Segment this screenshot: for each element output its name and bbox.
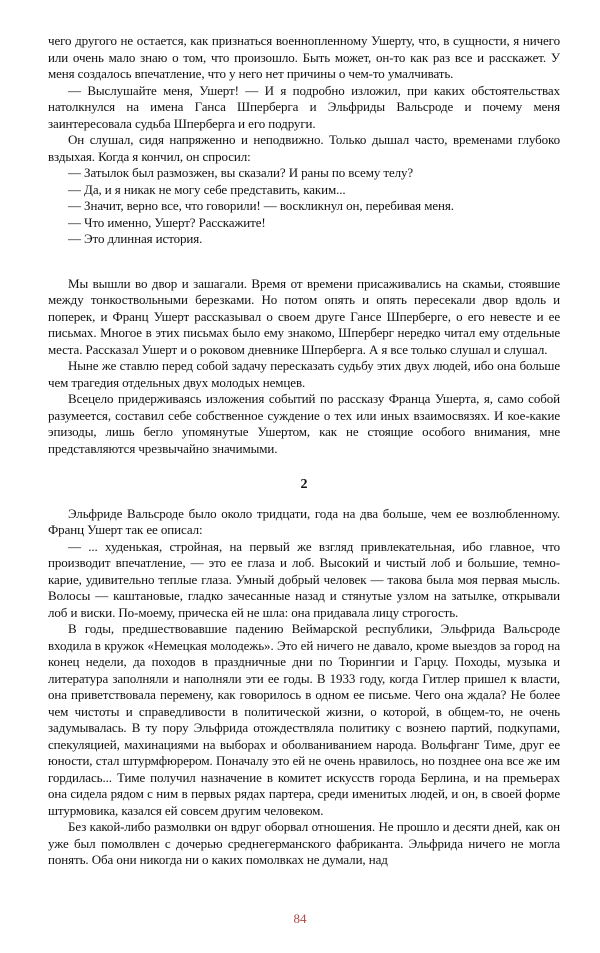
- dialogue-line: — Затылок был размозжен, вы сказали? И раны по всему телу?: [68, 165, 414, 180]
- paragraph: Он слушал, сидя напряженно и неподвижно. Только дышал часто, временами глубоко вздыхая. Когда я кончил, он спросил:: [48, 132, 560, 164]
- paragraph: Мы вышли во двор и зашагали. Время от времени присаживались на скамьи, стоявшие между тонкоствольными березками. Но потом опять и опять пересекали двор вдоль и поперек, и Франц Ушерт рассказывал о своем друге Гансе Шперберге, о его невесте и ее письмах. Многое в этих письмах было ему знакомо, Шперберг нередко читал ему отдельные места. Рассказал Ушерт и о роковом дневнике Шперберга. А я все только слушал и слушал.: [48, 275, 560, 357]
- paragraph: Всецело придерживаясь изложения событий по рассказу Франца Ушерта, я, само собой разумеется, составил себе собственное суждение о тех или иных взаимосвязях. И кое-какие эпизоды, лишь бегло упомянутые Ушертом, как не стоящие особого внимания, мне представляются чрезвычайно значимыми.: [48, 391, 560, 456]
- dialogue-line: — Это длинная история.: [68, 231, 203, 246]
- paragraph: Ныне же ставлю перед собой задачу пересказать судьбу этих двух людей, ибо она больше чем трагедия отдельных двух молодых немцев.: [48, 358, 560, 390]
- dialogue-line: — Что именно, Ушерт? Расскажите!: [68, 214, 266, 230]
- chapter-number: 2: [300, 477, 308, 492]
- page-number: 84: [293, 911, 307, 926]
- paragraph: чего другого не остается, как признаться военнопленному Ушерту, что, в сущности, я ничего или очень мало знаю о том, что произошло. Быть может, он-то как раз все и расскажет. У меня создалось впечатление, что у него нет причины о чем-то умалчивать.: [48, 33, 560, 81]
- section-break: [48, 248, 560, 276]
- body-text: [48, 33, 560, 869]
- paragraph: Без какой-либо размолвки он вдруг оборвал отношения. Не прошло и десяти дней, как он уже был помолвлен с дочерью среднегерманского фабриканта. Эльфрида ничего не могла понять. Оба они никогда ни о каких помолвках не думали, над: [48, 819, 560, 867]
- paragraph: Эльфриде Вальсроде было около тридцати, года на два больше, чем ее возлюбленному. Франц Ушерт так ее описал:: [48, 505, 560, 537]
- paragraph: — ... худенькая, стройная, на первый же взгляд привлекательная, ибо главное, что производит впечатление, — это ее глаза и лоб. Высокий и чистый лоб и большие, темно-карие, удивительно теплые глаза. Умный добрый человек — такова была моя первая мысль. Волосы — каштановые, гладко зачесанные назад и стянутые узлом на затылке, открывали лоб и виски. По-моему, прическа ей не шла: она придавала лицу строгость.: [48, 538, 560, 620]
- paragraph: — Выслушайте меня, Ушерт! — И я подробно изложил, при каких обстоятельствах натолкнулся на имена Ганса Шперберга и Эльфриды Вальсроде и почему меня заинтересовала судьба Шперберга и его подруги.: [48, 82, 560, 131]
- dialogue-line: — Значит, верно все, что говорили! — воскликнул он, перебивая меня.: [68, 198, 454, 213]
- paragraph: В годы, предшествовавшие падению Веймарской республики, Эльфрида Вальсроде входила в кружок «Немецкая молодежь». Это ей ничего не давало, кроме выездов за город на конец недели, да походов в праздничные дни по Тюрингии и Гарцу. Походы, музыка и литература заполняли и наполняли эти ее годы. В 1933 году, когда Гитлер пришел к власти, она приветствовала перемену, как говорилось в одном ее письме. Чего она ждала? Не более чем чистоты и справедливости в политической жизни, о которой, в общем-то, не очень задумывалась. В ту пору Эльфрида отождествляла политику с вознею партий, подкупами, спекуляцией, махинациями на выборах и оболваниванием народа. Вольфганг Тиме, друг ее юности, стал штурмфюрером. Поначалу это ей не очень нравилось, но позднее она все же им гордилась... Тиме получил назначение в комитет искусств города Берлина, и на премьерах она сидела рядом с ним в первых рядах партера, среди именитых людей, и он, в своей форме штурмовика, казался ей совсем другим человеком.: [48, 621, 560, 818]
- dialogue-line: — Да, и я никак не могу себе представить, каким...: [68, 181, 346, 197]
